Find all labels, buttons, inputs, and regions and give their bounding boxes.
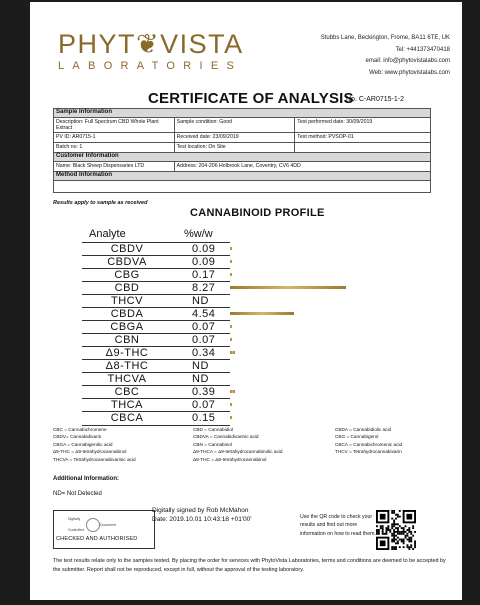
- method-info-heading: Method Information: [54, 172, 431, 181]
- qr-instructions: Use the QR code to check your results and find out more information on how to read them.: [300, 514, 376, 537]
- analyte-name: CBD: [114, 282, 140, 294]
- qr-code-icon[interactable]: [376, 510, 416, 550]
- analyte-row: [82, 320, 230, 334]
- analyte-value: 0.17: [192, 269, 216, 281]
- analyte-name: CBGA: [110, 321, 144, 333]
- signature-box: [53, 510, 155, 549]
- analyte-value: 0.07: [192, 399, 216, 411]
- contact-tel: Tel: +441373470418: [395, 46, 450, 53]
- analyte-row: [82, 294, 230, 308]
- phytovista-logo: [58, 30, 244, 72]
- certificate-number: No. C-AR0715-1-2: [346, 96, 404, 103]
- sample-info-table: [53, 108, 431, 193]
- analyte-value: 0.15: [192, 412, 216, 424]
- contact-block: [321, 33, 450, 79]
- sample-condition: Sample condition: Good: [174, 118, 295, 133]
- analyte-name: THCA: [111, 399, 143, 411]
- certificate-page: [30, 2, 462, 600]
- analyte-row: [82, 398, 230, 412]
- document-title: CERTIFICATE OF ANALYSIS: [148, 90, 354, 107]
- legend-entry: THCVA = Tetrahydrocannabivarinic acid: [53, 456, 136, 462]
- legend-entry: CBG = Cannabigerol: [335, 434, 379, 440]
- test-method: Test method: PVSOP-01: [295, 133, 431, 143]
- legend-entry: THCV = Tetrahydrocannabivarin: [335, 449, 402, 455]
- analyte-bar: [230, 312, 294, 315]
- legend-entry: CBC = Cannabichromene: [53, 427, 107, 432]
- logo-brand: PHYT❦VISTA: [58, 29, 244, 59]
- analyte-name: CBCA: [110, 412, 144, 424]
- results-note: Results apply to sample as received: [53, 200, 148, 206]
- analyte-row: [82, 333, 230, 347]
- stamp-line-2: Controlled: [68, 528, 84, 532]
- analyte-row: [82, 281, 230, 295]
- analyte-row: [82, 372, 230, 386]
- legend-entry: CBDA = Cannabidiolic acid: [335, 427, 392, 432]
- analyte-value: 0.34: [192, 347, 216, 359]
- contact-email: email: info@phytovistalabs.com: [365, 58, 450, 64]
- analyte-value: 0.09: [192, 243, 216, 255]
- analyte-name: CBDA: [110, 308, 144, 320]
- analyte-bar: [230, 403, 232, 406]
- nd-note: ND= Not Detected: [53, 491, 102, 497]
- analyte-bar: [230, 247, 232, 250]
- checked-authorised-label: CHECKED AND AUTHORISED: [56, 536, 138, 542]
- legend-entry: CBCA = Cannabichromenic acid: [335, 441, 403, 447]
- analyte-value: 8.27: [192, 282, 216, 294]
- analyte-bar: [230, 416, 232, 419]
- empty-cell: [295, 143, 431, 153]
- profile-title: CANNABINOID PROFILE: [190, 207, 325, 219]
- logo-subtitle: LABORATORIES: [58, 60, 243, 72]
- analyte-bar: [230, 351, 235, 354]
- analyte-value: 0.39: [192, 386, 216, 398]
- legend-entry: CBGA = Cannabigerolic acid: [53, 441, 113, 447]
- analyte-name: CBDVA: [107, 256, 147, 268]
- analyte-bar: [230, 273, 232, 276]
- legend-entry: CBD = Cannabidiol: [193, 427, 233, 432]
- analyte-value: ND: [192, 373, 209, 385]
- analyte-value: 0.07: [192, 334, 216, 346]
- stamp-document: Document: [100, 523, 116, 527]
- method-info-body: [54, 181, 431, 193]
- analyte-row: [82, 385, 230, 399]
- contact-address: Stubbs Lane, Beckington, Frome, BA11 6TE, UK: [320, 35, 450, 41]
- legend-entry: Δ8-THC = Δ8-tetrahydrocannabinol: [193, 456, 267, 462]
- analyte-value: ND: [192, 295, 209, 307]
- percent-header: %w/w: [184, 228, 213, 240]
- stamp-seal-icon: [86, 518, 100, 532]
- contact-web: Web: www.phytovistalabs.com: [369, 69, 450, 76]
- analyte-bar: [230, 390, 235, 393]
- analyte-name: THCV: [111, 295, 143, 307]
- analyte-bar: [230, 286, 346, 289]
- legend-col-1: [53, 426, 136, 463]
- test-performed-date: Test performed date: 30/09/2019: [295, 118, 431, 133]
- legend-col-2: [193, 426, 283, 463]
- analyte-bar: [230, 338, 232, 341]
- stamp-line-1: Digitally: [68, 517, 81, 521]
- analyte-name: CBDV: [110, 243, 144, 255]
- analyte-row: [82, 242, 230, 256]
- analyte-value: 0.09: [192, 256, 216, 268]
- legend-entry: CBN = Cannabinol: [193, 441, 232, 447]
- additional-info-heading: Additional Information:: [53, 476, 119, 482]
- analyte-row: [82, 255, 230, 269]
- analyte-row: [82, 346, 230, 360]
- analyte-name: Δ8-THC: [105, 360, 149, 372]
- analyte-row: [82, 307, 230, 321]
- digital-signature: Digitally signed by Rob McMahon Date: 2019.10.01 10:43:18 +01'00': [152, 507, 252, 523]
- analyte-name: CBG: [114, 269, 140, 281]
- analyte-row: [82, 411, 230, 426]
- customer-name: Name: Black Sheep Dispensaries LTD: [54, 162, 175, 172]
- customer-address: Address: 204-206 Holbrook Lane, Coventry, CV6 4DD: [174, 162, 430, 172]
- analyte-name: CBN: [114, 334, 140, 346]
- analyte-header: Analyte: [89, 228, 126, 240]
- analyte-bar: [230, 325, 232, 328]
- disclaimer-footer: The test results relate only to the samples tested. By placing the order for services with PhytoVista Laboratories, terms and conditions are deemed to be accepted by the submitter. Report shall not be reproduced, except in full, without the approval of the testing laboratory.: [53, 558, 446, 573]
- legend-col-3: [335, 426, 402, 456]
- legend-entry: Δ9-THC = Δ9-tetrahydrocannabinol: [53, 449, 127, 455]
- analyte-bar: [230, 260, 232, 263]
- analyte-value: 0.07: [192, 321, 216, 333]
- sample-info-heading: Sample Information: [54, 109, 431, 118]
- legend-entry: CBDV= Cannabidivarin: [53, 434, 102, 440]
- customer-info-heading: Customer Information: [54, 153, 431, 162]
- pv-id: PV ID: AR0715-1: [54, 133, 175, 143]
- analyte-value: 4.54: [192, 308, 216, 320]
- analyte-value: ND: [192, 360, 209, 372]
- legend-entry: CBDVA = Cannabidivarinic acid: [193, 434, 259, 440]
- analyte-row: [82, 268, 230, 282]
- analyte-name: CBC: [114, 386, 140, 398]
- table-header: [82, 228, 232, 242]
- analyte-name: THCVA: [107, 373, 147, 385]
- batch-no: Batch no: 1: [54, 143, 175, 153]
- analyte-name: Δ9-THC: [105, 347, 149, 359]
- test-location: Test location: On Site: [174, 143, 295, 153]
- analyte-row: [82, 359, 230, 373]
- received-date: Received date: 23/09/2019: [174, 133, 295, 143]
- legend-entry: Δ9-THCA = Δ9-tetrahydrocannabinolic acid: [193, 449, 283, 455]
- sample-description: Description: Full Spectrum CBD Whole Plant Extract: [54, 118, 175, 133]
